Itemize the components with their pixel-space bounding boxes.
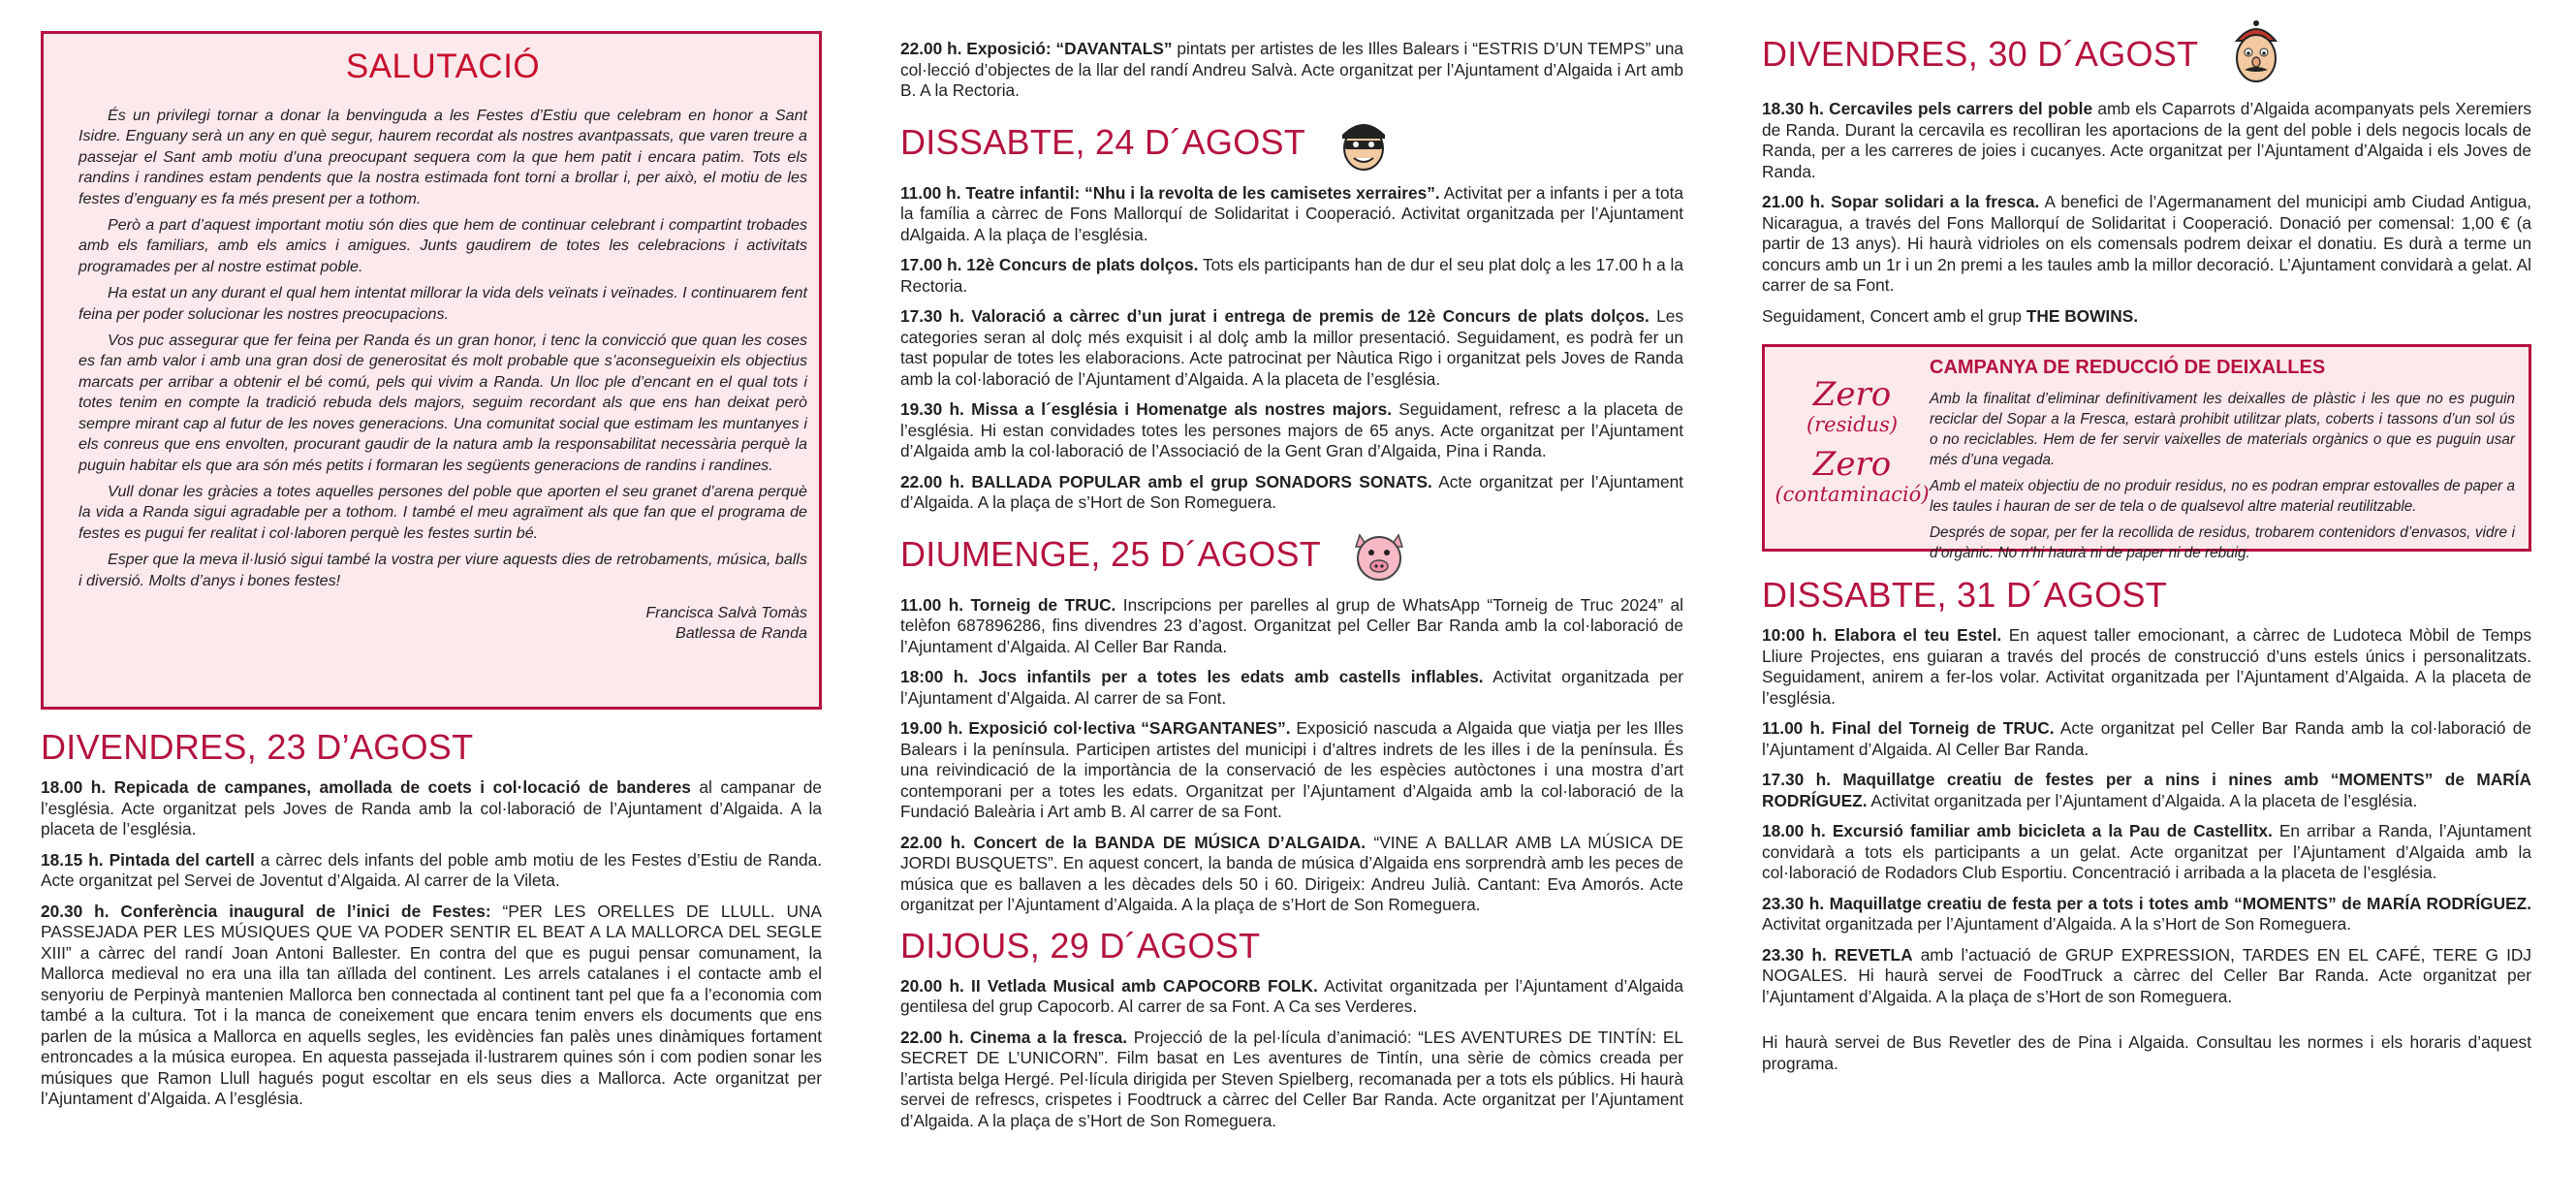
day-title-29: DIJOUS, 29 D´AGOST [900, 925, 1261, 966]
event-item: 18:00 h. Jocs infantils per a totes les edats amb castells inflables. Activitat organitzada per l’Ajuntament d’Algaida. Al carrer de sa Font. [900, 667, 1683, 708]
event-item: 11.00 h. Torneig de TRUC. Inscripcions per parelles al grup de WhatsApp “Torneig de Truc 2024” al telèfon 687896286, fins divendres 23 d’agost. Organitzat pel Celler Bar Randa amb la col·laboració de l’Ajuntament d’Algaida. Al Celler Bar Randa. [900, 594, 1683, 656]
campaign-paragraph: Després de sopar, per fer la recollida de residus, trobarem contenidors d’envasos, vidre i d’orgànic. No n’hi haurà ni de paper ni de rebuig. [1930, 524, 2515, 561]
event-item: 10:00 h. Elabora el teu Estel. En aquest taller emocionant, a càrrec de Ludoteca Mòbil de Temps Lliure Projectes, ens guiaran a través del procés de construcció d’uns estels únics i personalitzats. Seguidament, anirem a fer-los volar. Activitat organitzada per l’Ajuntament d’Algaida. A la placeta de l’església. [1762, 625, 2532, 708]
event-item: 23.30 h. Maquillatge creatiu de festa per a tots i totes amb “MOMENTS” de MARÍA RODRÍGUEZ. Activitat organitzada per l’Ajuntament d’Algaida. A la s’Hort de Son Romeguera. [1762, 893, 2531, 934]
event-item: 22.00 h. Cinema a la fresca. Projecció de la pel·lícula d’animació: “LES AVENTURES DE TINTÍN: EL SECRET DE L’UNICORN”. Film basat en Les aventures de Tintín, una sèrie de còmics creada per l’artista belga Hergé. Pel·lícula dirigida per Steven Spielberg, recomanada per a tots els públics. Hi haurà servei de refrescs, crispetes i Foodtruck a càrrec del Celler Bar Randa. Acte organitzat per l’Ajuntament d’Algaida. A la plaça de s’Hort de Son Romeguera. [900, 1027, 1683, 1130]
salutacio-paragraph: Vos puc assegurar que fer feina per Randa és un gran honor, i tenc la convicció que quan les coses es fan amb valor i amb una gran dosi de generositat és molt probable que s’aconsegueixin els objectius marcats per arribar a obtenir el bé comú, pels qui vivim a Randa. Un lloc ple d’encant en el qual tots i totes tenim en compte la tradició rebuda dels majors, seguim recordant als que ens han deixat però sempre mirant cap al futur de les noves generacions. Una comunitat social que estimam les muntanyes i els conreus que ens envolten, procurant gaudir de la natura amb la responsabilitat necessària perquè la puguin habitar els que ara són més petits i formaran les següents generacions de randins i randines. [79, 332, 807, 474]
event-item: Seguidament, Concert amb el grup THE BOWINS. [1762, 305, 2139, 326]
event-item: 18.00 h. Excursió familiar amb bicicleta a la Pau de Castellitx. En arribar a Randa, l’Ajuntament convidarà a tots els participants a un gelat. Acte organitzat per l’Ajuntament d’Algaida amb la col·laboració de Rodadors Club Esportiu. Concentració i arribada a la placeta de l’església. [1762, 821, 2531, 882]
day-title-25: DIUMENGE, 25 D´AGOST [900, 523, 1683, 586]
event-item: 11.00 h. Final del Torneig de TRUC. Acte organitzat pel Celler Bar Randa amb la col·laboració de l’Ajuntament d’Algaida. Al Celler Bar Randa. [1762, 718, 2532, 759]
campaign-box [1762, 344, 2531, 561]
footer-note: Hi haurà servei de Bus Revetler des de Pina i Algaida. Consultau les normes i els horaris d’aquest programa. [1762, 1032, 2531, 1073]
day-title-31: DISSABTE, 31 D´AGOST [1762, 575, 2168, 615]
salutacio-paragraph: Ha estat un any durant el qual hem intentat millorar la vida dels veïnats i veïnades. I continuarem fent feina per poder solucionar les nostres preocupacions. [79, 284, 807, 323]
signature [79, 603, 807, 644]
salutacio-title: SALUTACIÓ [345, 47, 541, 85]
campaign-paragraph: Amb el mateix objectiu de no produir residus, no es podran emprar estovalles de paper a les taules i hauran de ser de tela o de qualsevol altre material reutilitzable. [1930, 478, 2515, 515]
event-item: 23.30 h. REVETLA amb l’actuació de GRUP EXPRESSION, TARDES EN EL CAFÉ, TERE G IDJ NOGALES. Hi haurà servei de FoodTruck a càrrec del Celler Bar Randa. Acte organitzat per l’Ajuntament d’Algaida. A la plaça de s’Hort de son Romeguera. [1762, 944, 2531, 1006]
event-item: 19.30 h. Missa a l´església i Homenatge als nostres majors. Seguidament, refresc a la placeta de l’església. Hi estan convidades totes les persones majors de 65 anys. Acte organitzat per l’Ajuntament d’Algaida amb la col·laboració de l’Associació de la Gent Gran d’Algaida, Pina i Randa. [900, 399, 1683, 460]
campaign-paragraph: Amb la finalitat d’eliminar definitivament les deixalles de plàstic i les que no es puguin reciclar del Sopar a la Fresca, estarà prohibit utilitzar plats, coberts i tassons d’un sol ús o no reciclables. Hem de fer servir vaixelles de materials orgànics o que es puguin usar més d’una vegada. [1930, 391, 2515, 468]
signature-role: Batlessa de Randa [675, 623, 807, 642]
salutacio-box [41, 31, 822, 710]
salutacio-paragraph: Però a part d’aquest important motiu són dies que hem de continuar celebrant i compartint trobades amb els familiars, amb els amics i amigues. Junts gaudirem de totes les celebracions i activitats programades per al nostre estimat poble. [79, 216, 807, 275]
campaign-body [1930, 355, 2515, 561]
salutacio-paragraph: Vull donar les gràcies a totes aquelles persones del poble que aporten el seu granet d’arena perquè la vida a Randa sigui agradable per a tothom. I també el meu agraïment als que fan que el programa de festes es pugui fer realitat i col·laboren perquè les festes surtin bé. [79, 482, 807, 542]
pig-face-icon [1348, 523, 1410, 586]
salutacio-paragraph: És un privilegi tornar a donar la benvinguda a les Festes d’Estiu que celebram en honor a Sant Isidre. Enguany serà un any en què segur, haurem recordat als nostres avantpassats, que varen treure a passejar el Sant amb motiu d’una preocupant sequera com la que hem patit i encara patim. Tots els randins i randines estam pendents que la nostra estimada font torni a brollar i, per això, el motiu de les festes d’enguany es fa més present per a tothom. [79, 107, 807, 207]
event-item: 17.30 h. Valoració a càrrec d’un jurat i entrega de premis de 12è Concurs de plats dolços. Les categories seran al dolç més exquisit i al dolç amb la millor presentació. Seguidament, es podrà fer un tast popular de totes les elaboracions. Acte patrocinat per Nàutica Rigo i organitzat pels Joves de Randa amb la col·laboració de l’Ajuntament d’Algaida. A la placeta de l’església. [900, 306, 1683, 389]
event-item: 17.00 h. 12è Concurs de plats dolços. Tots els participants han de dur el seu plat dolç a les 17.00 h a la Rectoria. [900, 255, 1683, 296]
event-item: 18.00 h. Repicada de campanes, amollada de coets i col·locació de banderes al campanar de l’església. Acte organitzat pels Joves de Randa amb la col·laboració de l’Ajuntament d’Algaida. A la placeta de l’església. [41, 777, 822, 839]
column-1 [41, 31, 822, 1120]
event-item: 19.00 h. Exposició col·lectiva “SARGANTANES”. Exposició nascuda a Algaida que viatja per les Illes Balears i la península. Participen artistes del municipi i d’altres indrets de les illes i de la península. És una reivindicació de la importància de la conservació de les espècies autòctones i una mostra d’art contemporani per a totes les edats. Organitzat per l’Ajuntament d’Algaida amb la col·laboració de la Fundació Baleària i Art amb B. Al carrer de sa Font. [900, 718, 1683, 821]
event-item: 22.00 h. Exposició: “DAVANTALS” pintats per artistes de les Illes Balears i “ESTRIS D’UN TEMPS” una col·lecció d’objectes de la llar del randí Andreu Salvà. Acte organitzat per l’Ajuntament d’Algaida i Art amb B. A la Rectoria. [900, 39, 1683, 100]
thief-face-icon [1333, 111, 1395, 174]
event-item: 18.15 h. Pintada del cartell a càrrec dels infants del poble amb motiu de les Festes d’Estiu de Randa. Acte organitzat pel Servei de Joventut d’Algaida. Al carrer de la Vileta. [41, 849, 823, 890]
day-title-24: DISSABTE, 24 D´AGOST [900, 111, 1683, 174]
column-2 [900, 39, 1683, 1141]
salutacio-paragraph: Esper que la meva il·lusió sigui també la vostra per viure aquests dies de retrobaments, música, balls i diversió. Molts d’anys i bones festes! [79, 551, 807, 589]
event-item: 18.30 h. Cercaviles pels carrers del poble amb els Caparrots d’Algaida acompanyats pels Xeremiers de Randa. Durant la cercavila es recolliran les aportacions de la gent del poble i dels negocis locals de Randa, per a les carreres de joies i cucanyes. Acte organitzat per l’Ajuntament d’Algaida i els Joves de Randa. [1762, 99, 2531, 181]
event-item: 17.30 h. Maquillatge creatiu de festes per a nins i nines amb “MOMENTS” de MARÍA RODRÍGUEZ. Activitat organitzada per l’Ajuntament d’Algaida. A la placeta de l’església. [1762, 770, 2531, 810]
event-item: 11.00 h. Teatre infantil: “Nhu i la revolta de les camisetes xerraires”. Activitat per a infants i per a tota la família a càrrec de Fons Mallorquí de Solidaritat i Cooperació. Activitat organitzada per l’Ajuntament dAlgaida. A la plaça de l’església. [900, 182, 1684, 244]
event-item: 22.00 h. Concert de la BANDA DE MÚSICA D’ALGAIDA. “VINE A BALLAR AMB LA MÚSICA DE JORDI BUSQUETS”. En aquest concert, la banda de música d’Algaida ens sorprendrà amb les peces de música que es ballaven a les dècades dels 50 i 60. Dirigeix: Andreu Julià. Cantant: Eva Amorós. Acte organitzat per l’Ajuntament d’Algaida. A la plaça de s’Hort de Son Romeguera. [900, 832, 1683, 914]
caparrot-face-icon [2225, 19, 2287, 89]
column-3 [1762, 19, 2531, 1084]
event-item: 21.00 h. Sopar solidari a la fresca. A benefici de l’Agermanament del municipi amb Ciudad Antigua, Nicaragua, a través del Fons Mallorquí de Solidaritat i Cooperació. Donació per comensal: 1,00 € (a partir de 13 anys). Hi haurà vidrioles on els comensals podrem deixar el donatiu. Es durà a terme un concurs amb un 1r i un 2n premi a les taules amb la millor decoració. L’Ajuntament convidarà a gelat. Al carrer de sa Font. [1762, 192, 2531, 295]
event-item: 20.00 h. II Vetlada Musical amb CAPOCORB FOLK. Activitat organitzada per l’Ajuntament d’Algaida gentilesa del grup Capocorb. Al carrer de sa Font. A Ca ses Verderes. [900, 975, 1683, 1016]
day-title-23: DIVENDRES, 23 D’AGOST [41, 727, 474, 767]
day-title-30: DIVENDRES, 30 D´AGOST [1762, 19, 2531, 89]
zero-waste-logo: Zero (residus) Zero (contaminació) [1775, 375, 1930, 506]
event-item: 20.30 h. Conferència inaugural de l’inici de Festes: “PER LES ORELLES DE LLULL. UNA PASSEJADA PER LES MÚSIQUES QUE VA PODER SENTIR EL BEAT A LA MALLORCA DEL SEGLE XIII” a càrrec del randí Joan Antoni Ballester. En contra del que es pugui pensar comunament, la Mallorca medieval no era una illa tan aïllada del continent. Les arrels catalanes i el contacte amb el senyoriu de Perpinyà mantenien Mallorca ben connectada al continent tant pel que fa a l’economia com també a la cultura. Tot i la manca de coneixement que encara tenim envers els documents que ens parlen de la música a Mallorca en aquells segles, les evidències fan palès unes dinàmiques fortament entroncades a la música europea. En aquesta passejada il·lustrarem quines són i com podien sonar les músiques que Ramon Llull hagués pogut escoltar en els seus dies a Mallorca. Acte organitzat per l’Ajuntament d’Algaida. A l’església. [41, 901, 822, 1108]
event-item: 22.00 h. BALLADA POPULAR amb el grup SONADORS SONATS. Acte organitzat per l’Ajuntament d’Algaida. A la plaça de s’Hort de Son Romeguera. [900, 471, 1683, 512]
signature-name: Francisca Salvà Tomàs [645, 603, 807, 621]
campaign-title: CAMPANYA DE REDUCCIÓ DE DEIXALLES [1930, 357, 2326, 378]
